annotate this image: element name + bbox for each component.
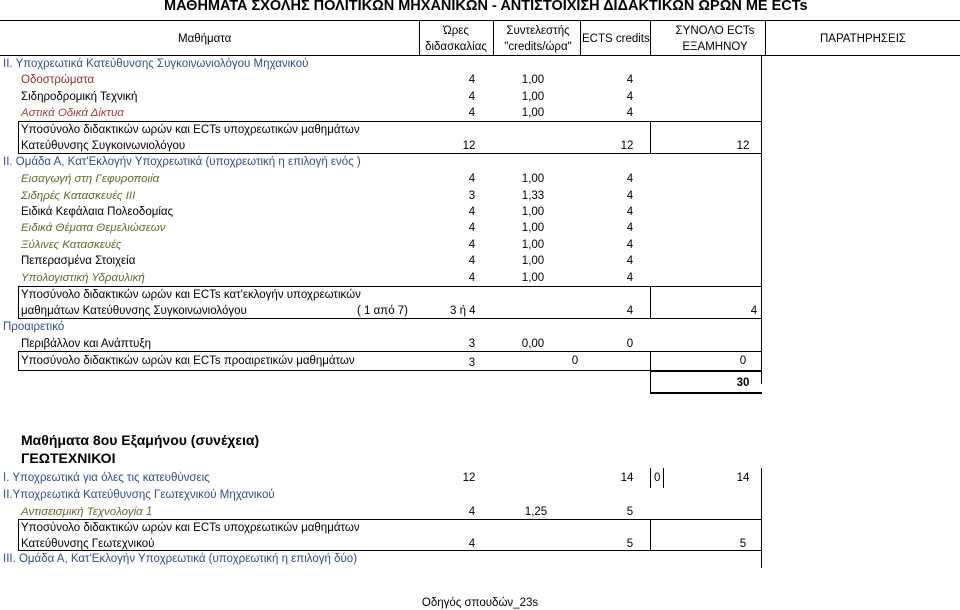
box-border — [650, 371, 762, 372]
course-hours: 4 — [468, 272, 476, 284]
course-ects: 4 — [626, 173, 634, 185]
cell-border — [663, 468, 664, 488]
subtotal-hours: 12 — [462, 140, 476, 152]
course-coef: 1,00 — [521, 272, 545, 284]
course-name: Αστικά Οδικά Δίκτυα — [21, 107, 124, 119]
course-name: Αντισεισμική Τεχνολογία 1 — [21, 506, 153, 518]
course-ects: 4 — [626, 272, 634, 284]
course-coef: 1,00 — [521, 239, 545, 251]
section-hours: 12 — [462, 472, 476, 484]
course-name: Εισαγωγή στη Γεφυροποιία — [21, 173, 160, 185]
subtotal-ects: 4 — [626, 305, 634, 317]
total-column-border — [761, 468, 762, 568]
section-heading: ΙΙΙ. Ομάδα Α, Κατ'Εκλογήν Υποχρεωτικά (υποχρεωτική η επιλογή δύο) — [3, 553, 358, 565]
subtotal-hours: 3 ή 4 — [450, 305, 476, 317]
course-ects: 4 — [626, 255, 634, 267]
course-hours: 4 — [468, 107, 476, 119]
section-total: 14 — [736, 472, 750, 484]
course-ects: 4 — [626, 222, 634, 234]
course-hours: 4 — [468, 506, 476, 518]
course-name: Σιδηροδρομική Τεχνική — [21, 91, 138, 103]
subtotal-hours: 4 — [468, 538, 476, 550]
course-hours: 4 — [468, 74, 476, 86]
course-name: Οδοστρώματα — [21, 74, 95, 86]
box-border — [18, 121, 19, 154]
box-border — [650, 286, 651, 319]
subtotal-total: 12 — [736, 140, 750, 152]
course-ects: 4 — [626, 239, 634, 251]
box-border — [650, 519, 651, 551]
header-notes: ΠΑΡΑΤΗΡΗΣΕΙΣ — [820, 33, 906, 45]
header-courses: Μαθήματα — [178, 33, 232, 45]
course-coef: 1,00 — [521, 255, 545, 267]
section-heading: Ι. Υποχρεωτικά για όλες τις κατευθύνσεις — [3, 472, 210, 484]
course-hours: 3 — [468, 190, 476, 202]
header-total-1: ΣΥΝΟΛΟ ECTs — [675, 25, 755, 37]
box-border — [650, 351, 651, 371]
page-title: ΜΑΘΗΜΑΤΑ ΣΧΟΛΗΣ ΠΟΛΙΤΙΚΩΝ ΜΗΧΑΝΙΚΩΝ - ΑΝΤΙΣΤΟΙΧΙΣΗ ΔΙΔΑΚΤΙΚΩΝ ΩΡΩΝ ΜΕ ECTs — [164, 0, 808, 14]
subtotal-label: Υποσύνολο διδακτικών ωρών και ECTs υποχρεωτικών μαθημάτων — [21, 522, 360, 534]
header-divider — [493, 20, 494, 56]
subtotal-total: 5 — [739, 538, 747, 550]
course-coef: 0,00 — [521, 338, 545, 350]
header-coef-2: "credits/ώρα" — [504, 41, 572, 53]
subtotal-label: Υποσύνολο διδακτικών ωρών και ECTs υποχρεωτικών μαθημάτων — [21, 124, 360, 136]
subtotal-choice: ( 1 από 7) — [357, 305, 409, 317]
subtotal-label: μαθημάτων Κατεύθυνσης Συγκοινωνιολόγου — [21, 305, 247, 317]
header-ects: ECTS credits — [582, 33, 650, 45]
header-hours-2: διδασκαλίας — [425, 41, 487, 53]
course-hours: 4 — [468, 91, 476, 103]
course-hours: 4 — [468, 222, 476, 234]
box-border — [18, 351, 19, 371]
course-coef: 1,00 — [521, 74, 545, 86]
subtotal-total: 0 — [739, 355, 747, 367]
header-top-border — [0, 20, 960, 21]
box-border — [650, 371, 651, 394]
header-bottom-border — [0, 55, 960, 56]
total-column-border — [761, 55, 762, 384]
section-heading: Προαιρετικό — [3, 321, 65, 333]
subtotal-label: Κατεύθυνσης Συγκοινωνιολόγου — [21, 140, 186, 152]
course-ects: 4 — [626, 190, 634, 202]
subtotal-ects: 12 — [620, 140, 634, 152]
course-name: Σιδηρές Κατασκευές ΙΙΙ — [21, 190, 136, 202]
course-ects: 4 — [626, 91, 634, 103]
course-coef: 1,33 — [521, 190, 545, 202]
course-name: Πεπερασμένα Στοιχεία — [21, 255, 136, 267]
subtotal-ects: 0 — [571, 355, 579, 367]
course-coef: 1,00 — [521, 222, 545, 234]
course-hours: 4 — [468, 239, 476, 251]
course-hours: 4 — [468, 173, 476, 185]
header-coef-1: Συντελεστής — [506, 25, 570, 37]
subtotal-label: Κατεύθυνσης Γεωτεχνικού — [21, 538, 155, 550]
section-heading: ΙΙ. Υποχρεωτικά Κατεύθυνσης Συγκοινωνιολόγου Μηχανικού — [3, 58, 309, 70]
cell-border — [650, 468, 651, 488]
header-divider — [580, 20, 581, 56]
course-name: Ειδικά Θέματα Θεμελιώσεων — [21, 222, 166, 234]
course-coef: 1,00 — [521, 107, 545, 119]
box-border — [650, 392, 762, 394]
course-ects: 4 — [626, 107, 634, 119]
grand-total: 30 — [736, 377, 750, 389]
course-ects: 4 — [626, 74, 634, 86]
course-name: Περιβάλλον και Ανάπτυξη — [21, 338, 152, 350]
course-name: Υπολογιστική Υδραυλική — [21, 272, 145, 284]
course-ects: 4 — [626, 206, 634, 218]
section-heading: ΙΙ.Υποχρεωτικά Κατεύθυνσης Γεωτεχνικού Μηχανικού — [3, 489, 275, 501]
course-ects: 0 — [626, 338, 634, 350]
subtotal-label: Υποσύνολο διδακτικών ωρών και ECTs κατ'εκλογήν υποχρεωτικών — [21, 289, 361, 301]
header-divider — [765, 20, 766, 56]
course-name: Ξύλινες Κατασκευές — [21, 239, 122, 251]
section-heading: ΙΙ. Ομάδα Α, Κατ'Εκλογήν Υποχρεωτικά (υποχρεωτική η επιλογή ενός ) — [3, 156, 361, 168]
box-border — [650, 121, 651, 154]
part2-heading: Μαθήματα 8ου Εξαμήνου (συνέχεια) — [21, 432, 260, 448]
box-border — [18, 286, 19, 319]
section-extra: 0 — [654, 472, 661, 484]
course-hours: 4 — [468, 255, 476, 267]
header-hours-1: Ώρες — [443, 25, 469, 37]
course-ects: 5 — [626, 506, 634, 518]
course-name: Ειδικά Κεφάλαια Πολεοδομίας — [21, 206, 174, 218]
course-coef: 1,00 — [521, 91, 545, 103]
box-border — [18, 519, 19, 551]
page-footer: Οδηγός σπουδών_23s — [421, 597, 539, 609]
header-divider — [419, 20, 420, 56]
course-hours: 3 — [468, 338, 476, 350]
subtotal-total: 4 — [750, 305, 758, 317]
subtotal-hours: 3 — [468, 357, 476, 369]
course-hours: 4 — [468, 206, 476, 218]
course-coef: 1,00 — [521, 173, 545, 185]
section-ects: 14 — [620, 472, 634, 484]
header-total-2: ΕΞΑΜΗΝΟΥ — [682, 41, 748, 53]
course-coef: 1,25 — [524, 506, 548, 518]
subtotal-ects: 5 — [626, 538, 634, 550]
header-divider — [650, 20, 651, 56]
course-coef: 1,00 — [521, 206, 545, 218]
subtotal-label: Υποσύνολο διδακτικών ωρών και ECTs προαιρετικών μαθημάτων — [21, 355, 355, 367]
part2-subheading: ΓΕΩΤΕΧΝΙΚΟΙ — [21, 450, 116, 466]
